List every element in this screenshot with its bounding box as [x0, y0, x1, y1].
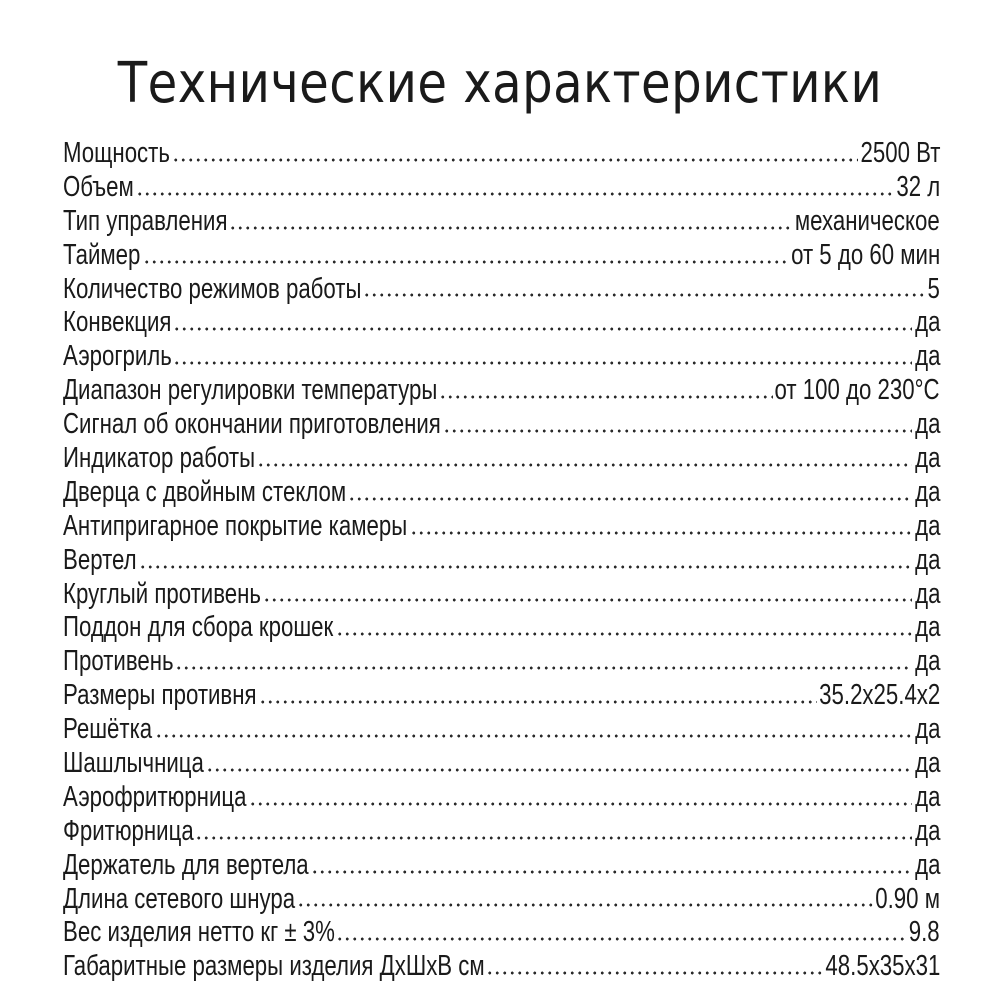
- spec-row: [63, 645, 940, 679]
- spec-value: да: [914, 408, 940, 441]
- spec-label: Конвекция: [63, 306, 172, 339]
- spec-value: да: [914, 645, 940, 678]
- spec-label: Диапазон регулировки температуры: [63, 374, 438, 407]
- spec-label: Таймер: [63, 238, 141, 271]
- spec-label: Фритюрница: [63, 814, 194, 847]
- spec-row: [63, 883, 940, 917]
- spec-label: Количество режимов работы: [63, 272, 362, 305]
- spec-value: от 100 до 230°С: [774, 374, 940, 407]
- spec-value: да: [914, 814, 940, 847]
- spec-value: да: [914, 780, 940, 813]
- spec-value: 48.5х35х31: [825, 950, 940, 983]
- spec-label: Круглый противень: [63, 577, 261, 610]
- spec-row: [63, 306, 940, 340]
- dot-leader: [175, 663, 912, 673]
- spec-label: Тип управления: [63, 204, 228, 237]
- spec-value: 2500 Вт: [860, 137, 940, 169]
- spec-label: Аэрогриль: [63, 340, 172, 373]
- spec-value: да: [914, 577, 940, 610]
- spec-row: [63, 137, 940, 171]
- spec-row: [63, 679, 940, 713]
- spec-row: [63, 442, 940, 476]
- spec-row: [63, 611, 940, 645]
- dot-leader: [172, 155, 858, 165]
- dot-leader: [263, 595, 912, 605]
- spec-row: [63, 815, 940, 849]
- dot-leader: [363, 290, 926, 300]
- spec-label: Вес изделия нетто кг ± 3%: [63, 916, 335, 949]
- spec-row: [63, 340, 940, 374]
- dot-leader: [173, 324, 912, 334]
- dot-leader: [443, 426, 912, 436]
- spec-value: 35.2х25.4х2: [818, 679, 940, 712]
- spec-row: [63, 950, 940, 984]
- spec-value: механическое: [795, 204, 940, 237]
- spec-row: [63, 273, 940, 307]
- spec-label: Габаритные размеры изделия ДхШхВ см: [63, 950, 485, 983]
- dot-leader: [297, 900, 874, 910]
- spec-value: от 5 до 60 мин: [790, 238, 940, 271]
- spec-row: [63, 408, 940, 442]
- dot-leader: [136, 189, 894, 199]
- dot-leader: [410, 528, 913, 538]
- dot-leader: [311, 867, 913, 877]
- dot-leader: [139, 562, 912, 572]
- spec-label: Шашлычница: [63, 747, 204, 780]
- dot-leader: [195, 833, 912, 843]
- dot-leader: [173, 358, 912, 368]
- spec-list: [63, 137, 940, 984]
- spec-row: [63, 205, 940, 239]
- dot-leader: [259, 697, 817, 707]
- spec-row: [63, 781, 940, 815]
- spec-label: Антипригарное покрытие камеры: [63, 509, 408, 542]
- spec-value: да: [914, 611, 940, 644]
- spec-label: Сигнал об окончании приготовления: [63, 408, 441, 441]
- spec-row: [63, 171, 940, 205]
- spec-row: [63, 916, 940, 950]
- dot-leader: [336, 629, 912, 639]
- dot-leader: [206, 765, 913, 775]
- spec-label: Противень: [63, 645, 174, 678]
- spec-value: да: [914, 543, 940, 576]
- dot-leader: [336, 934, 907, 944]
- spec-row: [63, 374, 940, 408]
- dot-leader: [143, 257, 789, 267]
- spec-row: [63, 578, 940, 612]
- spec-value: да: [914, 306, 940, 339]
- spec-label: Вертел: [63, 543, 137, 576]
- spec-value: 0.90 м: [875, 882, 940, 915]
- dot-leader: [439, 392, 773, 402]
- dot-leader: [249, 799, 912, 809]
- spec-value: 5: [927, 272, 940, 305]
- spec-label: Мощность: [63, 137, 170, 169]
- spec-value: да: [914, 747, 940, 780]
- spec-label: Объем: [63, 170, 134, 203]
- dot-leader: [348, 494, 912, 504]
- spec-row: [63, 747, 940, 781]
- spec-row: [63, 239, 940, 273]
- spec-label: Индикатор работы: [63, 442, 256, 475]
- spec-value: 32 л: [896, 170, 940, 203]
- spec-row: [63, 476, 940, 510]
- spec-value: да: [914, 713, 940, 746]
- spec-label: Размеры противня: [63, 679, 257, 712]
- spec-label: Решётка: [63, 713, 153, 746]
- dot-leader: [155, 731, 913, 741]
- spec-row: [63, 713, 940, 747]
- spec-value: да: [914, 848, 940, 881]
- page-title: Технические характеристики: [117, 51, 883, 116]
- spec-label: Аэрофритюрница: [63, 780, 247, 813]
- spec-value: да: [914, 340, 940, 373]
- dot-leader: [486, 968, 822, 978]
- spec-value: да: [914, 509, 940, 542]
- spec-label: Держатель для вертела: [63, 848, 309, 881]
- spec-row: [63, 510, 940, 544]
- spec-value: 9.8: [909, 916, 940, 949]
- dot-leader: [257, 460, 912, 470]
- spec-label: Поддон для сбора крошек: [63, 611, 334, 644]
- spec-row: [63, 849, 940, 883]
- spec-value: да: [914, 442, 940, 475]
- dot-leader: [229, 223, 793, 233]
- spec-row: [63, 544, 940, 578]
- spec-label: Дверца с двойным стеклом: [63, 475, 347, 508]
- spec-value: да: [914, 475, 940, 508]
- spec-label: Длина сетевого шнура: [63, 882, 296, 915]
